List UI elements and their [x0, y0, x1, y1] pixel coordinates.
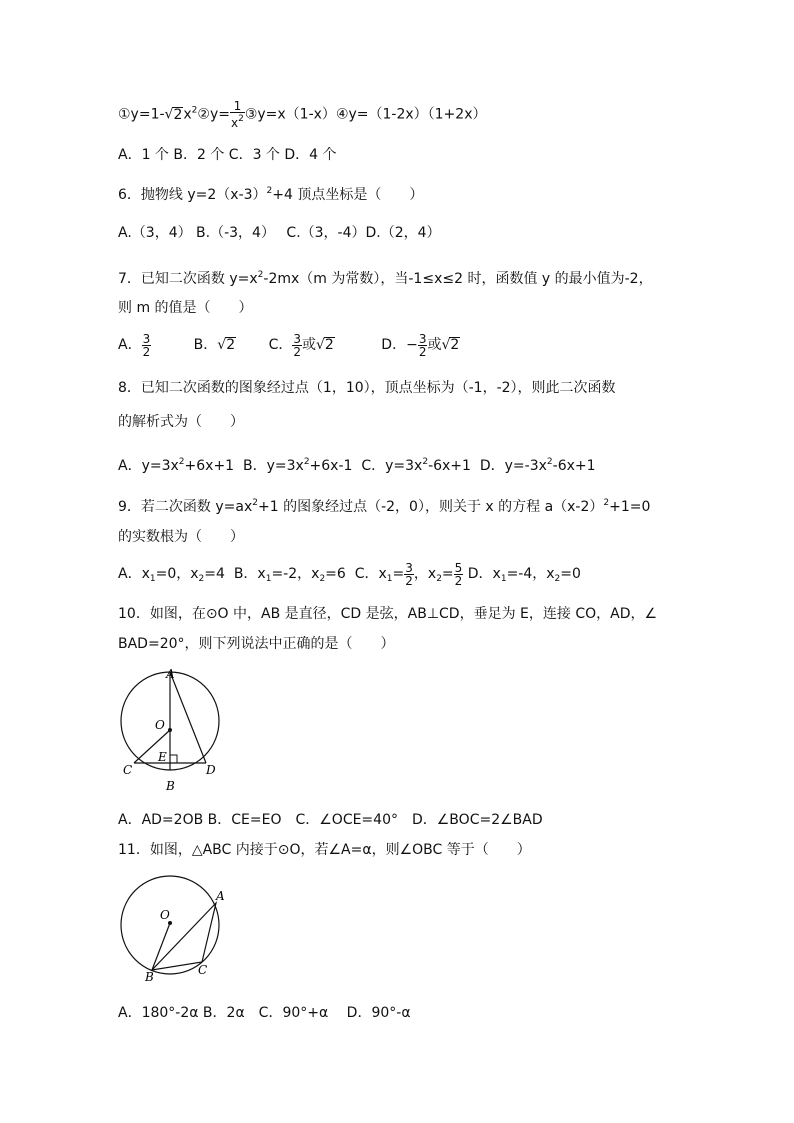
den-text: x: [230, 116, 239, 130]
denominator: 2: [142, 344, 151, 359]
subscript: 1: [500, 574, 507, 584]
q7-option-b: [194, 337, 236, 353]
q11-circle-figure: [112, 870, 242, 985]
q5-item-4: ④y=（1-2x）（1+2x）: [335, 106, 487, 123]
minus-sign: −: [406, 337, 418, 353]
sqrt-sign: √: [217, 337, 227, 353]
label-a: A: [216, 889, 225, 903]
q7-options: [118, 332, 460, 358]
q9-option-b-b: =-2，x: [271, 566, 320, 582]
exponent: 2: [603, 498, 610, 508]
q5-item-3: ③y=x（1-x）: [244, 106, 336, 123]
q8-option-d: D．y=-3x: [479, 458, 547, 474]
q6-stem-b: +4 顶点坐标是（ ）: [272, 187, 424, 203]
q9-option-c-c: ，x: [413, 566, 437, 582]
fraction: [454, 562, 464, 587]
radicand: 2: [450, 337, 460, 353]
q5-items: [118, 100, 487, 129]
subscript: 2: [319, 574, 326, 584]
q9-option-c-d: =: [441, 566, 454, 582]
q5-item-1: ①y=1-: [118, 106, 165, 123]
q9-option-a-b: =0，x: [155, 566, 199, 582]
q9-option-a-c: =4: [204, 566, 230, 582]
q9-option-d-b: =-4，x: [506, 566, 555, 582]
label-o: O: [160, 908, 170, 922]
q7-line1-a: 7．已知二次函数 y=x: [118, 271, 258, 287]
q7-line1-b: -2mx（m 为常数），当-1≤x≤2 时，函数值 y 的最小值为-2，: [263, 271, 653, 287]
exponent: 2: [266, 186, 273, 196]
label-d: D: [206, 763, 216, 777]
or-text: 或: [427, 337, 442, 353]
exponent: 2: [546, 457, 553, 467]
sqrt-sign: √: [164, 106, 174, 123]
denominator: 2: [454, 573, 463, 588]
numerator: 3: [142, 331, 151, 346]
q8-options: [118, 452, 596, 476]
subscript: 2: [198, 574, 205, 584]
q7-line1: [118, 265, 653, 289]
q8-option-b: B．y=3x: [243, 458, 304, 474]
exponent: 2: [191, 105, 198, 116]
q9-option-b: B．x: [233, 566, 266, 582]
q7-option-a: [118, 331, 151, 359]
label-c: C: [198, 963, 208, 977]
q9-option-a: A．x: [118, 566, 150, 582]
q10-circle-figure: [112, 666, 242, 796]
subscript: 2: [436, 574, 442, 584]
q7-option-c: [268, 331, 335, 359]
fraction: [292, 333, 302, 358]
subscript: 1: [386, 574, 393, 584]
q9-line1: [118, 493, 650, 517]
q8-option-c-tail: -6x+1: [428, 458, 476, 474]
exponent: 2: [252, 498, 258, 508]
q5-options: A．1 个 B．2 个 C．3 个 D．4 个: [118, 147, 337, 163]
fraction: [418, 333, 428, 358]
q8-option-a: A．y=3x: [118, 458, 179, 474]
q8-line2: 的解析式为（ ）: [118, 414, 244, 430]
option-label: A．: [118, 337, 142, 353]
q8-option-a-tail: +6x+1: [184, 458, 239, 474]
right-angle-mark: [170, 755, 177, 763]
q8-option-b-tail: +6x-1: [309, 458, 357, 474]
q9-line1-b: +1 的图象经过点（-2，0），则关于 x 的方程 a（x-2）: [257, 499, 604, 515]
radicand: 2: [173, 106, 183, 123]
q9-option-d: D．x: [467, 566, 501, 582]
q10-options: A．AD=2OB B．CE=EO C．∠OCE=40° D．∠BOC=2∠BAD: [118, 812, 543, 828]
fraction: [230, 100, 245, 129]
q9-line2: 的实数根为（ ）: [118, 529, 244, 545]
denominator: 2: [418, 344, 427, 359]
segment-ob: [152, 923, 170, 970]
center-point: [168, 728, 172, 732]
segment-ad: [170, 672, 206, 763]
numerator: 5: [454, 560, 463, 575]
q6-stem: [118, 181, 423, 205]
fraction: [404, 562, 414, 587]
q6-stem-a: 6．抛物线 y=2（x-3）: [118, 187, 267, 203]
denominator: 2: [293, 344, 301, 359]
exponent: 2: [178, 457, 185, 467]
option-label: C．: [268, 337, 293, 353]
exponent: 2: [238, 114, 244, 124]
subscript: 1: [265, 574, 272, 584]
or-text: 或: [302, 337, 316, 353]
q11-options: A．180°-2α B．2α C．90°+α D．90°-α: [118, 1005, 411, 1021]
q5-item-2: ②y=: [197, 106, 230, 123]
radicand: 2: [324, 337, 334, 353]
q8-option-c: C．y=3x: [361, 458, 423, 474]
q10-line1: 10．如图，在⊙O 中，AB 是直径，CD 是弦，AB⊥CD，垂足为 E，连接 CO，AD，∠: [118, 606, 658, 622]
numerator: 3: [405, 560, 413, 575]
q9-line1-a: 9．若二次函数 y=ax: [118, 499, 253, 515]
denominator: 2: [405, 573, 413, 588]
denominator: [230, 113, 245, 129]
numerator: 3: [418, 331, 427, 346]
option-label: B．: [193, 337, 218, 353]
exponent: 2: [257, 270, 264, 280]
label-o: O: [155, 718, 165, 732]
q11-line1: 11．如图，△ABC 内接于⊙O，若∠A=α，则∠OBC 等于（ ）: [118, 842, 531, 858]
label-c: C: [123, 763, 133, 777]
q9-option-b-c: =6: [325, 566, 351, 582]
option-label: D．: [381, 337, 407, 353]
exponent: 2: [422, 457, 429, 467]
q9-option-c-b: =: [392, 566, 405, 582]
subscript: 2: [554, 574, 561, 584]
subscript: 1: [149, 574, 156, 584]
q9-option-c: C．x: [354, 566, 387, 582]
q8-line1: 8．已知二次函数的图象经过点（1，10），顶点坐标为（-1，-2），则此二次函数: [118, 380, 616, 396]
q9-options: [118, 561, 581, 592]
sqrt-sign: √: [441, 337, 451, 353]
q9-line1-c: +1=0: [609, 499, 651, 515]
radicand: 2: [226, 337, 236, 353]
fraction: [142, 333, 152, 358]
sqrt-sign: √: [316, 337, 325, 353]
q9-option-d-c: =0: [560, 566, 581, 582]
q10-line2: BAD=20°，则下列说法中正确的是（ ）: [118, 636, 395, 652]
numerator: 1: [230, 100, 245, 113]
q8-option-d-tail: -6x+1: [552, 458, 596, 474]
exponent: 2: [303, 457, 310, 467]
label-a: A: [166, 667, 175, 681]
numerator: 3: [293, 331, 301, 346]
q7-line2: 则 m 的值是（ ）: [118, 300, 253, 316]
label-b: B: [145, 970, 154, 984]
q5-item-1-tail: x: [183, 106, 192, 123]
q6-options: A.（3，4） B.（-3，4） C.（3，-4）D.（2，4）: [118, 225, 441, 241]
label-b: B: [166, 779, 175, 793]
q7-option-d: [381, 331, 460, 359]
label-e: E: [158, 750, 167, 764]
